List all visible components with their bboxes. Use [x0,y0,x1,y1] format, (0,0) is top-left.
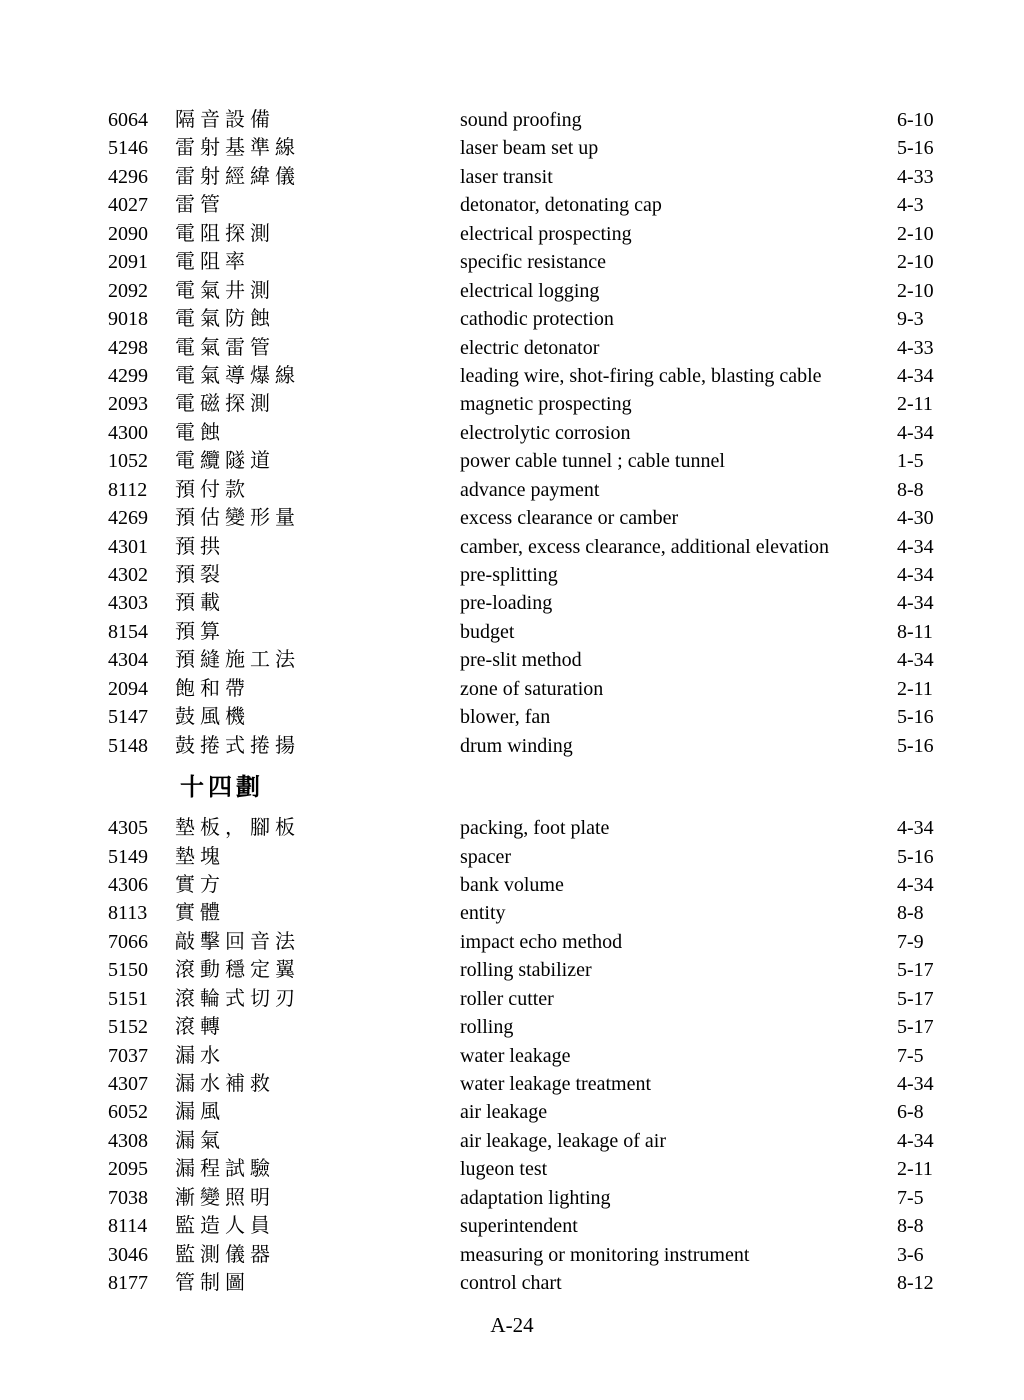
glossary-row [0,476,1024,504]
term-page-ref: 4-30 [897,507,934,530]
term-page-ref: 6-8 [897,1101,924,1124]
term-english: pre-loading [460,592,553,615]
term-english: rolling stabilizer [460,959,592,982]
term-chinese: 雷射基準線 [175,137,300,160]
term-id: 5146 [108,137,148,160]
term-chinese: 滾轉 [175,1016,225,1039]
glossary-row [0,561,1024,589]
term-id: 4305 [108,817,148,840]
term-chinese: 墊塊 [175,845,225,868]
glossary-row [0,589,1024,617]
term-chinese: 漸變照明 [175,1186,275,1209]
term-english: laser beam set up [460,137,599,160]
glossary-row [0,220,1024,248]
term-chinese: 實方 [175,873,225,896]
term-page-ref: 8-12 [897,1272,934,1295]
section-header-stroke-count: 十四劃 [180,775,264,802]
term-chinese: 隔音設備 [175,109,275,131]
term-chinese: 電氣防蝕 [175,308,275,331]
term-page-ref: 4-34 [897,364,934,387]
term-id: 4302 [108,564,148,586]
term-english: electrolytic corrosion [460,421,631,444]
term-id: 4298 [108,336,148,359]
term-id: 8112 [108,478,148,501]
term-chinese: 預算 [175,620,225,643]
term-chinese: 雷管 [175,194,225,217]
glossary-row [0,277,1024,305]
term-english: laser transit [460,165,553,188]
glossary-row [0,1155,1024,1183]
glossary-row [0,843,1024,871]
term-chinese: 監測儀器 [175,1243,275,1266]
glossary-row [0,928,1024,956]
term-page-ref: 2-11 [897,393,933,416]
term-page-ref: 3-6 [897,1243,924,1266]
term-page-ref: 7-5 [897,1186,924,1209]
term-page-ref: 4-34 [897,535,934,558]
term-chinese: 鼓捲式捲揚 [175,734,300,757]
term-page-ref: 8-8 [897,478,924,501]
glossary-section [0,772,1024,1297]
term-english: spacer [460,845,512,868]
term-id: 5151 [108,987,148,1010]
glossary-row [0,134,1024,162]
term-page-ref: 4-34 [897,592,934,615]
term-id: 7037 [108,1044,148,1067]
glossary-row [0,248,1024,276]
term-english: adaptation lighting [460,1186,611,1209]
term-id: 2091 [108,251,148,274]
term-id: 5150 [108,959,148,982]
glossary-row [0,814,1024,842]
glossary-row [0,163,1024,191]
glossary-row [0,1269,1024,1297]
term-id: 6064 [108,109,148,131]
term-english: electrical logging [460,279,600,302]
term-english: drum winding [460,734,573,757]
term-chinese: 預付款 [175,478,250,501]
term-english: entity [460,902,506,925]
term-chinese: 漏水 [175,1044,225,1067]
page-number: A-24 [490,1313,534,1337]
glossary-row [0,732,1024,760]
glossary-row [0,618,1024,646]
term-page-ref: 4-34 [897,564,934,586]
term-id: 6052 [108,1101,148,1124]
term-chinese: 預估變形量 [175,507,300,530]
term-id: 2093 [108,393,148,416]
term-english: advance payment [460,478,600,501]
term-chinese: 滾動穩定翼 [175,959,300,982]
term-chinese: 電阻探測 [175,222,275,245]
term-page-ref: 4-33 [897,165,934,188]
term-id: 8177 [108,1272,148,1295]
term-id: 4303 [108,592,148,615]
term-id: 4027 [108,194,148,217]
term-english: camber, excess clearance, additional elevation [460,535,830,558]
term-chinese: 漏水補救 [175,1073,275,1095]
term-english: lugeon test [460,1158,548,1181]
term-chinese: 電阻率 [175,251,250,274]
term-id: 4300 [108,421,148,444]
glossary-row [0,871,1024,899]
term-english: budget [460,620,515,643]
term-page-ref: 4-34 [897,421,934,444]
term-english: cathodic protection [460,308,614,331]
term-chinese: 預縫施工法 [175,649,300,672]
term-id: 4301 [108,535,148,558]
term-id: 4308 [108,1129,148,1152]
glossary-row [0,1042,1024,1070]
term-page-ref: 5-17 [897,1016,934,1039]
term-english: sound proofing [460,109,582,131]
glossary-row [0,1212,1024,1240]
glossary-row [0,334,1024,362]
glossary-row [0,646,1024,674]
term-id: 2094 [108,677,148,700]
term-english: leading wire, shot-firing cable, blasting cable [460,364,822,387]
term-english: rolling [460,1016,514,1039]
term-chinese: 電氣井測 [175,279,275,302]
term-page-ref: 2-11 [897,1158,933,1181]
term-id: 8154 [108,620,148,643]
term-id: 4306 [108,873,148,896]
section-rows [0,106,1024,760]
glossary-table [0,106,1024,1298]
term-english: control chart [460,1272,562,1295]
term-id: 4304 [108,649,148,672]
term-chinese: 實體 [175,902,225,925]
term-english: electric detonator [460,336,600,359]
term-page-ref: 6-10 [897,109,934,131]
term-english: measuring or monitoring instrument [460,1243,750,1266]
glossary-row [0,362,1024,390]
term-english: bank volume [460,873,564,896]
term-page-ref: 2-10 [897,222,934,245]
term-page-ref: 5-16 [897,734,934,757]
glossary-row [0,1127,1024,1155]
term-id: 8114 [108,1215,148,1238]
term-id: 5148 [108,734,148,757]
term-id: 5147 [108,706,148,729]
term-page-ref: 8-8 [897,902,924,925]
term-english: specific resistance [460,251,607,274]
term-id: 4299 [108,364,148,387]
term-chinese: 鼓風機 [175,706,250,729]
term-english: water leakage treatment [460,1073,651,1095]
glossary-row [0,985,1024,1013]
term-english: air leakage, leakage of air [460,1129,666,1152]
term-id: 4269 [108,507,148,530]
term-english: detonator, detonating cap [460,194,662,217]
term-id: 1052 [108,450,148,473]
term-page-ref: 5-17 [897,959,934,982]
term-english: pre-slit method [460,649,582,672]
term-english: magnetic prospecting [460,393,632,416]
term-id: 4296 [108,165,148,188]
term-english: impact echo method [460,930,623,953]
term-chinese: 預拱 [175,535,225,558]
glossary-row [0,1184,1024,1212]
term-chinese: 墊板，腳板 [175,817,300,840]
term-page-ref: 5-17 [897,987,934,1010]
term-page-ref: 8-11 [897,620,933,643]
term-page-ref: 5-16 [897,845,934,868]
term-english: roller cutter [460,987,554,1010]
term-english: electrical prospecting [460,222,632,245]
term-page-ref: 4-34 [897,1129,934,1152]
term-english: superintendent [460,1215,578,1238]
term-page-ref: 2-11 [897,677,933,700]
glossary-row [0,447,1024,475]
term-english: blower, fan [460,706,551,729]
term-chinese: 電氣雷管 [175,336,275,359]
glossary-row [0,899,1024,927]
term-page-ref: 7-5 [897,1044,924,1067]
glossary-row [0,533,1024,561]
term-page-ref: 4-34 [897,817,934,840]
glossary-row [0,191,1024,219]
term-id: 2095 [108,1158,148,1181]
term-english: water leakage [460,1044,571,1067]
term-id: 2092 [108,279,148,302]
term-chinese: 滾輪式切刃 [175,987,300,1010]
term-id: 7066 [108,930,148,953]
term-id: 9018 [108,308,148,331]
term-page-ref: 4-34 [897,649,934,672]
term-chinese: 飽和帶 [175,677,250,700]
term-chinese: 電磁探測 [175,393,275,416]
term-english: zone of saturation [460,677,604,700]
term-page-ref: 9-3 [897,308,924,331]
glossary-row [0,106,1024,134]
term-page-ref: 4-34 [897,1073,934,1095]
term-id: 7038 [108,1186,148,1209]
term-page-ref: 4-33 [897,336,934,359]
glossary-row [0,675,1024,703]
term-page-ref: 7-9 [897,930,924,953]
glossary-row [0,1013,1024,1041]
term-chinese: 漏風 [175,1101,225,1124]
term-chinese: 電氣導爆線 [175,364,300,387]
term-english: power cable tunnel ; cable tunnel [460,450,725,473]
term-english: excess clearance or camber [460,507,679,530]
term-page-ref: 5-16 [897,706,934,729]
term-chinese: 預裂 [175,564,225,586]
term-page-ref: 8-8 [897,1215,924,1238]
glossary-row [0,956,1024,984]
term-id: 5152 [108,1016,148,1039]
term-english: packing, foot plate [460,817,610,840]
term-chinese: 監造人員 [175,1215,275,1238]
term-page-ref: 4-3 [897,194,924,217]
term-chinese: 敲擊回音法 [175,930,300,953]
term-id: 2090 [108,222,148,245]
term-id: 5149 [108,845,148,868]
term-chinese: 預載 [175,592,225,615]
term-chinese: 管制圖 [175,1272,250,1295]
glossary-section [0,106,1024,760]
term-page-ref: 4-34 [897,873,934,896]
term-page-ref: 2-10 [897,279,934,302]
glossary-row [0,504,1024,532]
glossary-row [0,1241,1024,1269]
glossary-row [0,305,1024,333]
term-chinese: 電纜隧道 [175,450,275,473]
term-english: pre-splitting [460,564,558,586]
term-page-ref: 2-10 [897,251,934,274]
term-id: 8113 [108,902,148,925]
term-page-ref: 1-5 [897,450,924,473]
term-chinese: 電蝕 [175,421,225,444]
term-id: 4307 [108,1073,148,1095]
glossary-row [0,390,1024,418]
term-chinese: 漏程試驗 [175,1158,275,1181]
term-english: air leakage [460,1101,548,1124]
term-page-ref: 5-16 [897,137,934,160]
section-rows [0,814,1024,1297]
glossary-row [0,1070,1024,1098]
term-chinese: 漏氣 [175,1129,225,1152]
glossary-row [0,1098,1024,1126]
term-id: 3046 [108,1243,148,1266]
glossary-row [0,703,1024,731]
term-chinese: 雷射經緯儀 [175,165,300,188]
glossary-row [0,419,1024,447]
